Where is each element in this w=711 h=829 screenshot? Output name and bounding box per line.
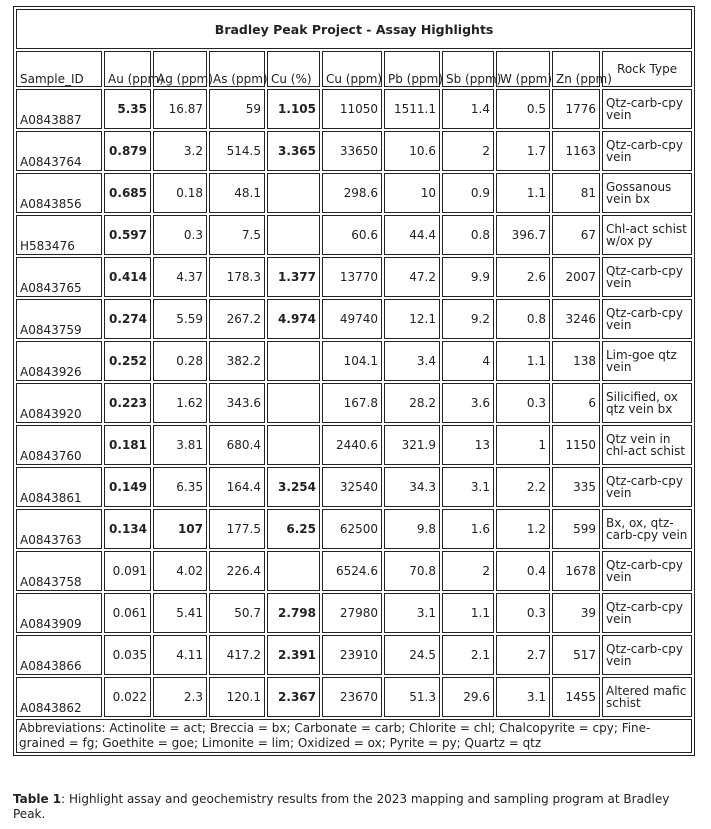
cell-as: 178.3 [209, 257, 265, 297]
header-cu-ppm: Cu (ppm) [322, 51, 382, 87]
cell-ag: 3.81 [153, 425, 207, 465]
cell-rock-type: Qtz-carb-cpy vein [602, 89, 692, 129]
caption-text: : Highlight assay and geochemistry results from the 2023 mapping and sampling program at Bradley Peak. [13, 792, 670, 821]
cell-cu-ppm: 33650 [322, 131, 382, 171]
table-body [16, 89, 692, 717]
cell-ag: 0.18 [153, 173, 207, 213]
cell-w: 0.3 [496, 593, 550, 633]
cell-as: 382.2 [209, 341, 265, 381]
cell-zn: 517 [552, 635, 600, 675]
table-title: Bradley Peak Project - Assay Highlights [16, 9, 692, 49]
cell-pb: 44.4 [384, 215, 440, 255]
cell-au: 0.879 [104, 131, 151, 171]
cell-as: 680.4 [209, 425, 265, 465]
table-row [16, 257, 692, 297]
cell-sample-id: A0843764 [16, 131, 102, 171]
cell-au: 5.35 [104, 89, 151, 129]
table-row [16, 677, 692, 717]
cell-ag: 4.11 [153, 635, 207, 675]
header-sample-id: Sample_ID [16, 51, 102, 87]
header-row [16, 51, 692, 87]
cell-au: 0.061 [104, 593, 151, 633]
table-row [16, 425, 692, 465]
cell-rock-type: Qtz-carb-cpy vein [602, 551, 692, 591]
cell-au: 0.685 [104, 173, 151, 213]
header-au: Au (ppm) [104, 51, 151, 87]
cell-sb: 3.1 [442, 467, 494, 507]
cell-zn: 3246 [552, 299, 600, 339]
table-row [16, 467, 692, 507]
cell-w: 1 [496, 425, 550, 465]
cell-au: 0.181 [104, 425, 151, 465]
table-row [16, 215, 692, 255]
cell-cu-pct: 2.798 [267, 593, 320, 633]
table-row [16, 299, 692, 339]
cell-sample-id: H583476 [16, 215, 102, 255]
cell-cu-ppm: 32540 [322, 467, 382, 507]
cell-as: 267.2 [209, 299, 265, 339]
cell-zn: 67 [552, 215, 600, 255]
cell-sb: 0.9 [442, 173, 494, 213]
cell-sample-id: A0843861 [16, 467, 102, 507]
cell-au: 0.091 [104, 551, 151, 591]
cell-cu-pct: 1.105 [267, 89, 320, 129]
table-row [16, 89, 692, 129]
cell-sample-id: A0843758 [16, 551, 102, 591]
table-row [16, 635, 692, 675]
cell-au: 0.149 [104, 467, 151, 507]
table-row [16, 173, 692, 213]
header-rock-type: Rock Type [602, 51, 692, 87]
cell-pb: 70.8 [384, 551, 440, 591]
cell-sample-id: A0843760 [16, 425, 102, 465]
cell-rock-type: Bx, ox, qtz-carb-cpy vein [602, 509, 692, 549]
cell-as: 343.6 [209, 383, 265, 423]
cell-pb: 321.9 [384, 425, 440, 465]
cell-ag: 16.87 [153, 89, 207, 129]
cell-au: 0.252 [104, 341, 151, 381]
cell-sb: 29.6 [442, 677, 494, 717]
cell-w: 1.1 [496, 173, 550, 213]
cell-cu-pct [267, 551, 320, 591]
cell-as: 177.5 [209, 509, 265, 549]
cell-pb: 10.6 [384, 131, 440, 171]
cell-as: 48.1 [209, 173, 265, 213]
cell-au: 0.223 [104, 383, 151, 423]
cell-as: 120.1 [209, 677, 265, 717]
cell-pb: 28.2 [384, 383, 440, 423]
cell-cu-pct [267, 341, 320, 381]
cell-w: 0.3 [496, 383, 550, 423]
cell-cu-ppm: 11050 [322, 89, 382, 129]
cell-rock-type: Qtz-carb-cpy vein [602, 635, 692, 675]
cell-cu-ppm: 6524.6 [322, 551, 382, 591]
table-row [16, 593, 692, 633]
cell-sample-id: A0843926 [16, 341, 102, 381]
caption-label: Table 1 [13, 792, 62, 806]
cell-w: 3.1 [496, 677, 550, 717]
cell-zn: 1678 [552, 551, 600, 591]
cell-pb: 47.2 [384, 257, 440, 297]
cell-w: 0.5 [496, 89, 550, 129]
cell-au: 0.274 [104, 299, 151, 339]
cell-cu-ppm: 13770 [322, 257, 382, 297]
header-w: W (ppm) [496, 51, 550, 87]
cell-pb: 24.5 [384, 635, 440, 675]
cell-sample-id: A0843887 [16, 89, 102, 129]
cell-sample-id: A0843920 [16, 383, 102, 423]
cell-rock-type: Qtz-carb-cpy vein [602, 131, 692, 171]
cell-sb: 9.2 [442, 299, 494, 339]
cell-sample-id: A0843765 [16, 257, 102, 297]
cell-cu-pct: 3.254 [267, 467, 320, 507]
cell-cu-ppm: 167.8 [322, 383, 382, 423]
cell-rock-type: Qtz vein in chl-act schist [602, 425, 692, 465]
cell-au: 0.022 [104, 677, 151, 717]
cell-rock-type: Altered mafic schist [602, 677, 692, 717]
table-row [16, 341, 692, 381]
header-as: As (ppm) [209, 51, 265, 87]
cell-sample-id: A0843862 [16, 677, 102, 717]
cell-cu-ppm: 104.1 [322, 341, 382, 381]
cell-sb: 1.1 [442, 593, 494, 633]
cell-cu-ppm: 27980 [322, 593, 382, 633]
abbreviations-note: Abbreviations: Actinolite = act; Breccia = bx; Carbonate = carb; Chlorite = chl; Chalcopyrite = cpy; Fine-grained = fg; Goethite = goe; Limonite = lim; Oxidized = ox; Pyrite = py; Quartz = qtz [16, 719, 692, 753]
header-ag: Ag (ppm) [153, 51, 207, 87]
cell-sb: 9.9 [442, 257, 494, 297]
cell-rock-type: Qtz-carb-cpy vein [602, 593, 692, 633]
cell-rock-type: Qtz-carb-cpy vein [602, 467, 692, 507]
cell-ag: 2.3 [153, 677, 207, 717]
cell-ag: 5.41 [153, 593, 207, 633]
cell-sb: 1.4 [442, 89, 494, 129]
table-row [16, 383, 692, 423]
cell-rock-type: Qtz-carb-cpy vein [602, 299, 692, 339]
cell-au: 0.414 [104, 257, 151, 297]
cell-ag: 5.59 [153, 299, 207, 339]
cell-zn: 1455 [552, 677, 600, 717]
cell-pb: 10 [384, 173, 440, 213]
cell-cu-ppm: 23910 [322, 635, 382, 675]
cell-sb: 13 [442, 425, 494, 465]
cell-au: 0.597 [104, 215, 151, 255]
cell-rock-type: Qtz-carb-cpy vein [602, 257, 692, 297]
cell-sb: 0.8 [442, 215, 494, 255]
cell-zn: 1776 [552, 89, 600, 129]
cell-sb: 1.6 [442, 509, 494, 549]
cell-sb: 2 [442, 131, 494, 171]
cell-rock-type: Silicified, ox qtz vein bx [602, 383, 692, 423]
cell-ag: 0.28 [153, 341, 207, 381]
cell-w: 2.2 [496, 467, 550, 507]
cell-w: 396.7 [496, 215, 550, 255]
cell-cu-pct: 1.377 [267, 257, 320, 297]
cell-ag: 1.62 [153, 383, 207, 423]
cell-cu-ppm: 23670 [322, 677, 382, 717]
cell-sb: 2 [442, 551, 494, 591]
cell-w: 2.6 [496, 257, 550, 297]
cell-pb: 12.1 [384, 299, 440, 339]
cell-cu-ppm: 49740 [322, 299, 382, 339]
cell-cu-pct: 2.367 [267, 677, 320, 717]
cell-sb: 4 [442, 341, 494, 381]
cell-ag: 6.35 [153, 467, 207, 507]
cell-rock-type: Chl-act schist w/ox py [602, 215, 692, 255]
cell-sb: 3.6 [442, 383, 494, 423]
assay-table-container [13, 6, 695, 756]
header-zn: Zn (ppm) [552, 51, 600, 87]
cell-as: 417.2 [209, 635, 265, 675]
table-caption [13, 792, 695, 822]
cell-zn: 81 [552, 173, 600, 213]
cell-as: 226.4 [209, 551, 265, 591]
cell-ag: 4.02 [153, 551, 207, 591]
cell-pb: 51.3 [384, 677, 440, 717]
cell-w: 1.2 [496, 509, 550, 549]
cell-ag: 3.2 [153, 131, 207, 171]
cell-pb: 3.4 [384, 341, 440, 381]
cell-au: 0.134 [104, 509, 151, 549]
cell-cu-pct: 3.365 [267, 131, 320, 171]
cell-pb: 34.3 [384, 467, 440, 507]
cell-ag: 4.37 [153, 257, 207, 297]
table-row [16, 509, 692, 549]
cell-zn: 599 [552, 509, 600, 549]
cell-sample-id: A0843909 [16, 593, 102, 633]
cell-pb: 3.1 [384, 593, 440, 633]
cell-w: 1.7 [496, 131, 550, 171]
cell-rock-type: Gossanous vein bx [602, 173, 692, 213]
cell-sample-id: A0843866 [16, 635, 102, 675]
cell-w: 1.1 [496, 341, 550, 381]
cell-au: 0.035 [104, 635, 151, 675]
cell-cu-pct: 2.391 [267, 635, 320, 675]
cell-as: 514.5 [209, 131, 265, 171]
cell-pb: 1511.1 [384, 89, 440, 129]
cell-pb: 9.8 [384, 509, 440, 549]
cell-cu-pct: 4.974 [267, 299, 320, 339]
header-cu-pct: Cu (%) [267, 51, 320, 87]
cell-cu-pct [267, 383, 320, 423]
cell-ag: 0.3 [153, 215, 207, 255]
cell-w: 0.8 [496, 299, 550, 339]
cell-zn: 1150 [552, 425, 600, 465]
header-pb: Pb (ppm) [384, 51, 440, 87]
cell-cu-pct [267, 215, 320, 255]
cell-as: 50.7 [209, 593, 265, 633]
cell-as: 7.5 [209, 215, 265, 255]
cell-rock-type: Lim-goe qtz vein [602, 341, 692, 381]
table-row [16, 131, 692, 171]
cell-cu-pct [267, 173, 320, 213]
assay-table [13, 6, 695, 756]
cell-cu-ppm: 2440.6 [322, 425, 382, 465]
cell-cu-ppm: 62500 [322, 509, 382, 549]
cell-zn: 39 [552, 593, 600, 633]
header-sb: Sb (ppm) [442, 51, 494, 87]
cell-cu-pct [267, 425, 320, 465]
cell-cu-ppm: 298.6 [322, 173, 382, 213]
table-row [16, 551, 692, 591]
cell-as: 164.4 [209, 467, 265, 507]
cell-sample-id: A0843759 [16, 299, 102, 339]
cell-zn: 138 [552, 341, 600, 381]
cell-as: 59 [209, 89, 265, 129]
cell-zn: 2007 [552, 257, 600, 297]
cell-zn: 6 [552, 383, 600, 423]
cell-sample-id: A0843763 [16, 509, 102, 549]
cell-cu-ppm: 60.6 [322, 215, 382, 255]
cell-sample-id: A0843856 [16, 173, 102, 213]
cell-cu-pct: 6.25 [267, 509, 320, 549]
cell-zn: 1163 [552, 131, 600, 171]
cell-sb: 2.1 [442, 635, 494, 675]
cell-ag: 107 [153, 509, 207, 549]
cell-w: 0.4 [496, 551, 550, 591]
cell-w: 2.7 [496, 635, 550, 675]
cell-zn: 335 [552, 467, 600, 507]
